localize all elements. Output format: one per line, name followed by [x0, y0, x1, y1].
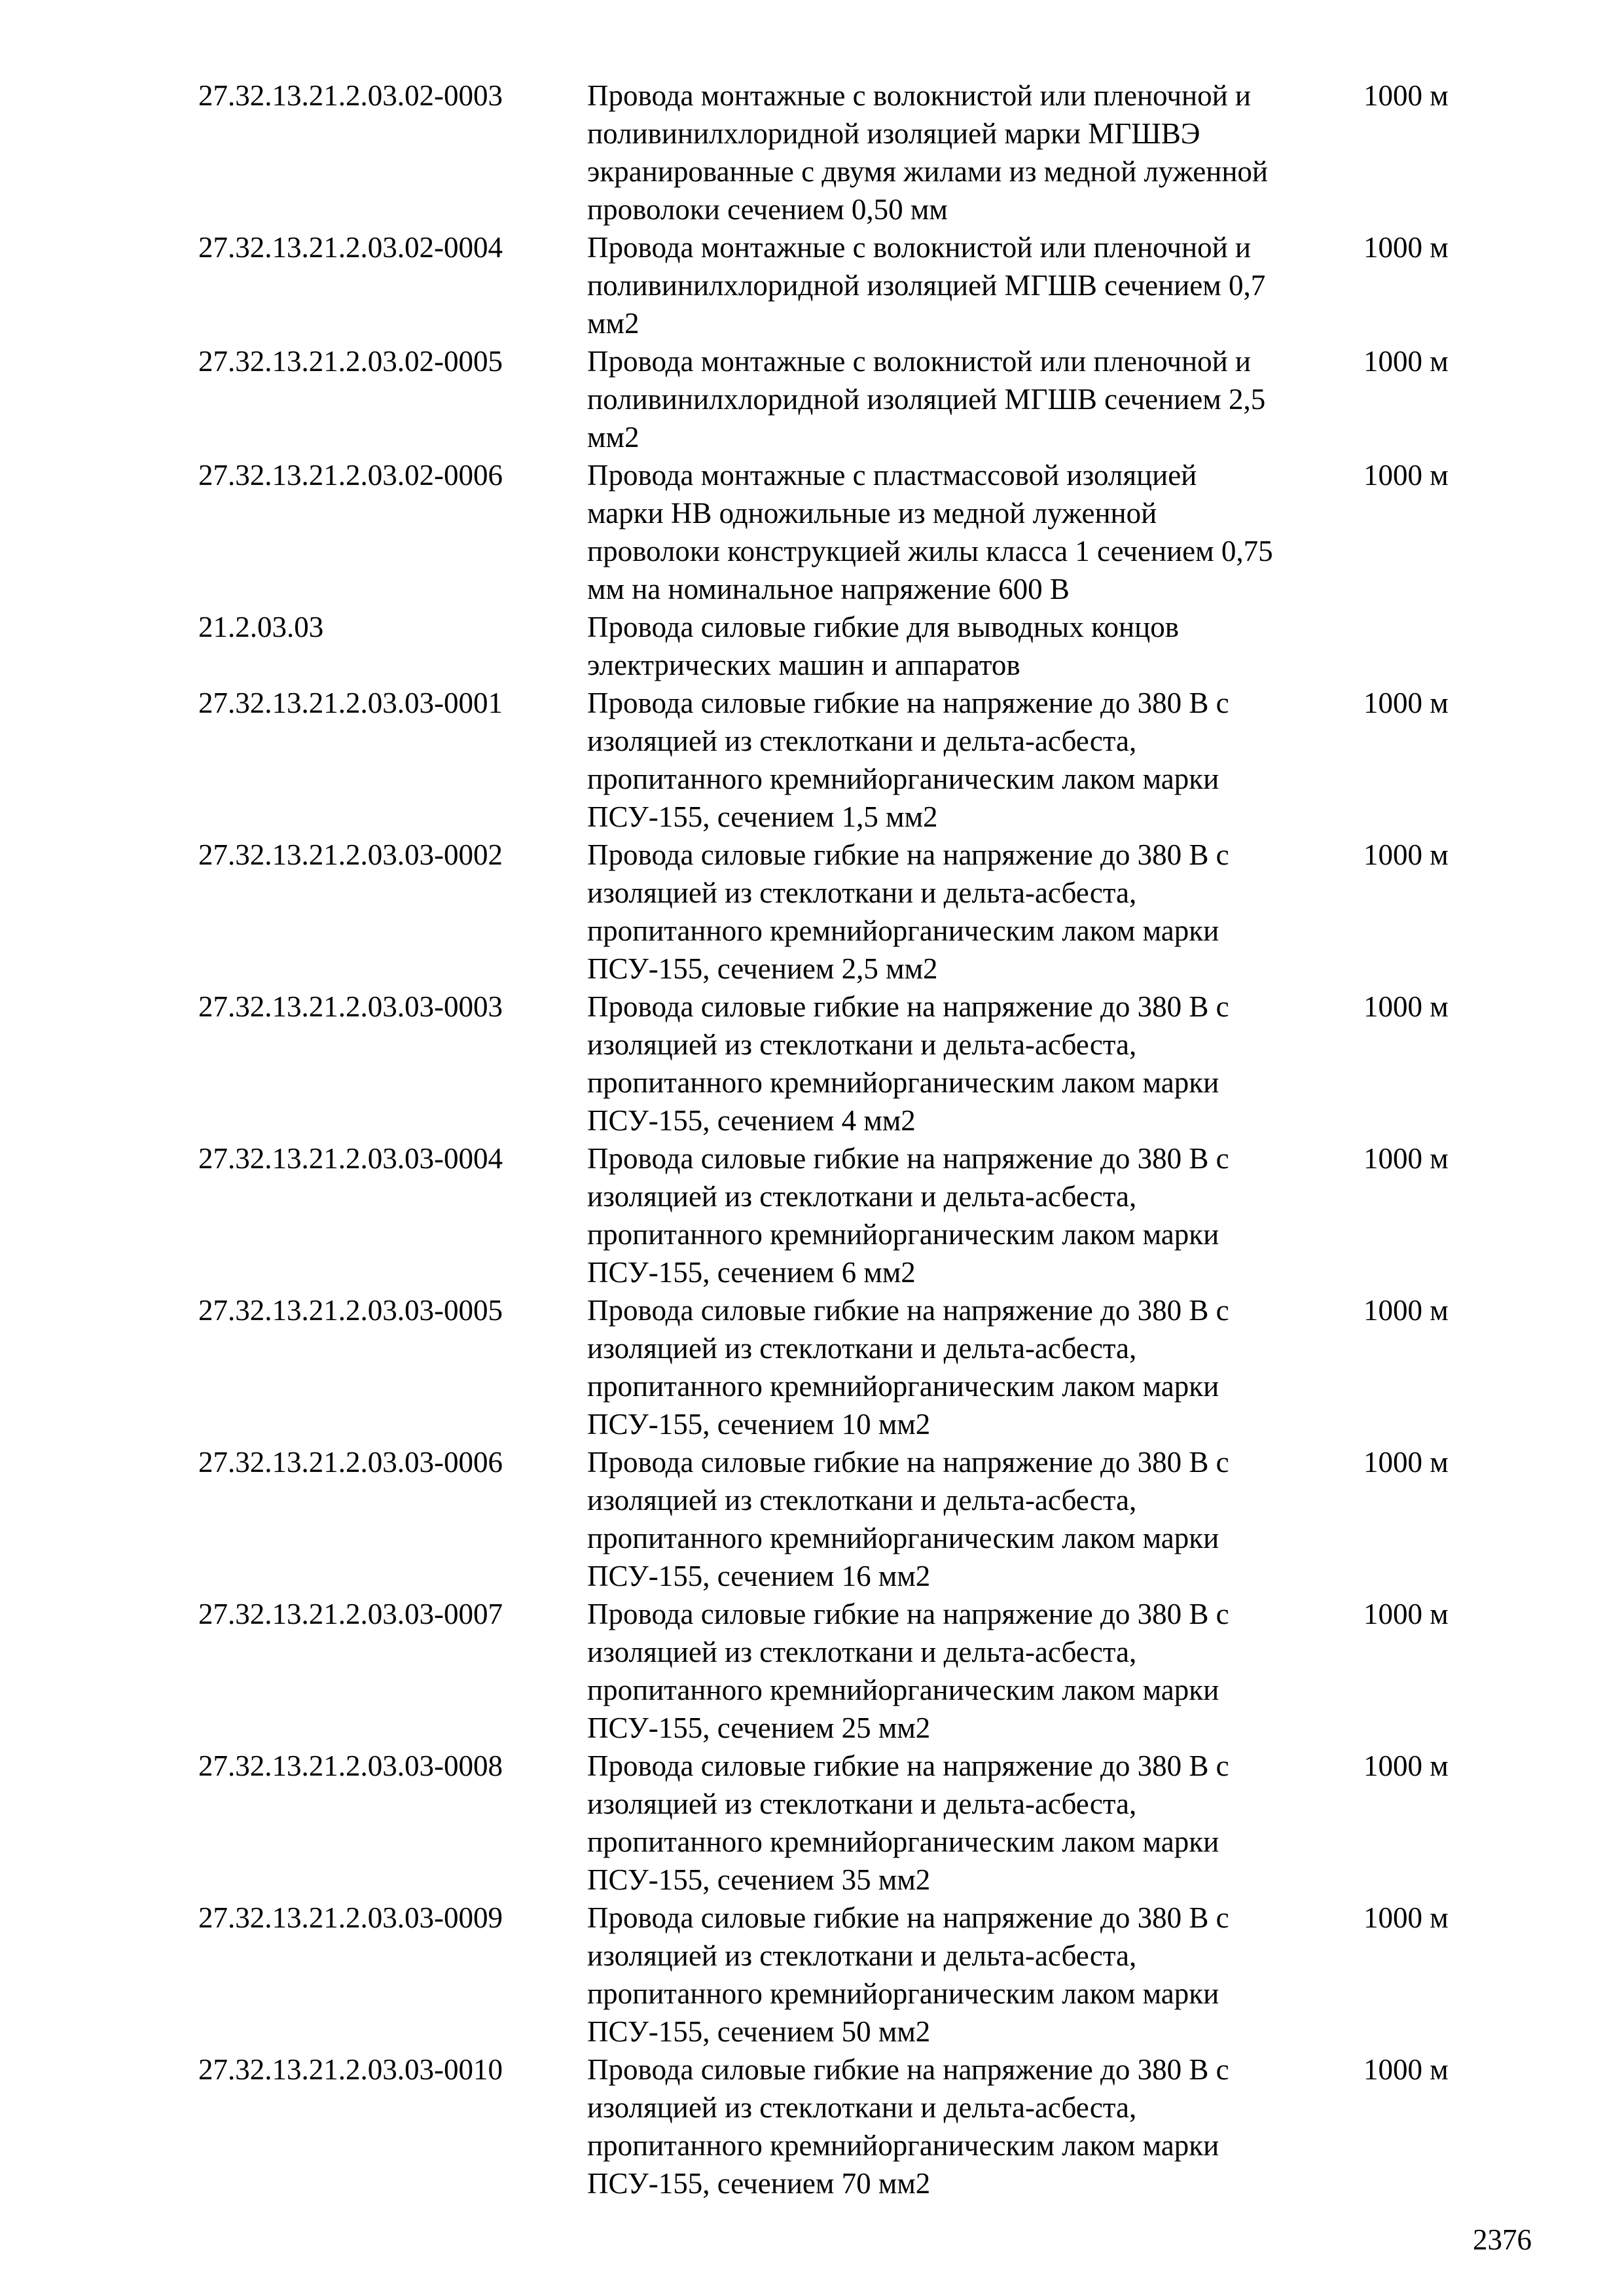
description-line: Провода монтажные с волокнистой или пленочной и — [587, 345, 1251, 378]
table-row — [0, 1595, 1624, 1747]
resource-unit: 1000 м — [1363, 1749, 1449, 1782]
description-line: ПСУ-155, сечением 4 мм2 — [587, 1104, 916, 1137]
description-line: Провода монтажные с пластмассовой изоляцией — [587, 459, 1197, 492]
description-line: изоляцией из стеклоткани и дельта-асбеста, — [587, 1028, 1137, 1061]
description-line: электрических машин и аппаратов — [587, 649, 1020, 681]
description-line: изоляцией из стеклоткани и дельта-асбеста, — [587, 2091, 1137, 2124]
resource-description — [587, 342, 1379, 456]
description-line: изоляцией из стеклоткани и дельта-асбеста, — [587, 1180, 1137, 1213]
description-line: Провода силовые гибкие на напряжение до 380 В с — [587, 838, 1229, 871]
description-line: экранированные с двумя жилами из медной луженной — [587, 155, 1268, 188]
description-line: поливинилхлоридной изоляцией марки МГШВЭ — [587, 117, 1200, 150]
resource-code: 27.32.13.21.2.03.02-0006 — [198, 459, 503, 492]
description-line: Провода силовые гибкие для выводных концов — [587, 611, 1179, 643]
description-line: Провода силовые гибкие на напряжение до 380 В с — [587, 2053, 1229, 2086]
description-line: Провода силовые гибкие на напряжение до 380 В с — [587, 1598, 1229, 1630]
table-group-row — [0, 608, 1624, 684]
resource-unit: 1000 м — [1363, 1598, 1449, 1630]
description-line: поливинилхлоридной изоляцией МГШВ сечением 2,5 — [587, 383, 1266, 416]
description-line: ПСУ-155, сечением 35 мм2 — [587, 1863, 931, 1896]
description-line: изоляцией из стеклоткани и дельта-асбеста, — [587, 876, 1137, 909]
description-line: ПСУ-155, сечением 50 мм2 — [587, 2015, 931, 2048]
resource-description — [587, 1443, 1379, 1595]
resource-code: 27.32.13.21.2.03.03-0010 — [198, 2053, 503, 2086]
description-line: пропитанного кремнийорганическим лаком марки — [587, 1370, 1219, 1403]
description-line: Провода силовые гибкие на напряжение до 380 В с — [587, 1901, 1229, 1934]
description-line: ПСУ-155, сечением 6 мм2 — [587, 1256, 916, 1289]
resource-description — [587, 1595, 1379, 1747]
table-row — [0, 77, 1624, 228]
description-line: ПСУ-155, сечением 2,5 мм2 — [587, 952, 938, 985]
description-line: изоляцией из стеклоткани и дельта-асбеста, — [587, 1636, 1137, 1668]
resource-unit: 1000 м — [1363, 2053, 1449, 2086]
description-line: пропитанного кремнийорганическим лаком марки — [587, 914, 1219, 947]
resource-code: 27.32.13.21.2.03.03-0005 — [198, 1294, 503, 1327]
resource-code: 27.32.13.21.2.03.03-0003 — [198, 990, 503, 1023]
resource-description — [587, 836, 1379, 988]
description-line: поливинилхлоридной изоляцией МГШВ сечением 0,7 — [587, 269, 1266, 302]
resource-unit: 1000 м — [1363, 1294, 1449, 1327]
resource-code: 27.32.13.21.2.03.03-0004 — [198, 1142, 503, 1175]
resource-description — [587, 1139, 1379, 1291]
description-line: ПСУ-155, сечением 10 мм2 — [587, 1408, 931, 1441]
description-line: Провода силовые гибкие на напряжение до 380 В с — [587, 1294, 1229, 1327]
description-line: марки НВ одножильные из медной луженной — [587, 497, 1157, 529]
description-line: ПСУ-155, сечением 25 мм2 — [587, 1712, 931, 1744]
description-line: Провода силовые гибкие на напряжение до 380 В с — [587, 1142, 1229, 1175]
resource-code: 27.32.13.21.2.03.03-0001 — [198, 687, 503, 719]
page-number: 2376 — [1473, 2223, 1532, 2256]
resource-unit: 1000 м — [1363, 1142, 1449, 1175]
resource-unit: 1000 м — [1363, 79, 1449, 112]
resource-description — [587, 988, 1379, 1139]
resource-description — [587, 456, 1379, 608]
resource-description — [587, 77, 1379, 228]
description-line: проволоки сечением 0,50 мм — [587, 193, 948, 226]
resource-code: 27.32.13.21.2.03.03-0009 — [198, 1901, 503, 1934]
resource-code: 27.32.13.21.2.03.03-0007 — [198, 1598, 503, 1630]
description-line: пропитанного кремнийорганическим лаком марки — [587, 2129, 1219, 2162]
description-line: пропитанного кремнийорганическим лаком марки — [587, 762, 1219, 795]
table-row — [0, 684, 1624, 836]
description-line: изоляцией из стеклоткани и дельта-асбеста, — [587, 725, 1137, 757]
description-line: изоляцией из стеклоткани и дельта-асбеста, — [587, 1484, 1137, 1516]
description-line: Провода монтажные с волокнистой или пленочной и — [587, 79, 1251, 112]
table-row — [0, 1291, 1624, 1443]
resource-unit: 1000 м — [1363, 687, 1449, 719]
description-line: Провода силовые гибкие на напряжение до 380 В с — [587, 990, 1229, 1023]
table-row — [0, 836, 1624, 988]
description-line: ПСУ-155, сечением 16 мм2 — [587, 1560, 931, 1592]
resource-description — [587, 2051, 1379, 2202]
resource-unit: 1000 м — [1363, 838, 1449, 871]
description-line: пропитанного кремнийорганическим лаком марки — [587, 1066, 1219, 1099]
resource-description — [587, 1291, 1379, 1443]
table-row — [0, 342, 1624, 456]
resource-unit: 1000 м — [1363, 345, 1449, 378]
resource-unit: 1000 м — [1363, 1901, 1449, 1934]
description-line: пропитанного кремнийорганическим лаком марки — [587, 1522, 1219, 1554]
resource-description — [587, 228, 1379, 342]
table-row — [0, 228, 1624, 342]
description-line: мм на номинальное напряжение 600 В — [587, 573, 1070, 605]
description-line: изоляцией из стеклоткани и дельта-асбеста, — [587, 1332, 1137, 1365]
table-row — [0, 2051, 1624, 2202]
resource-code: 27.32.13.21.2.03.02-0005 — [198, 345, 503, 378]
description-line: пропитанного кремнийорганическим лаком марки — [587, 1977, 1219, 2010]
resource-code: 27.32.13.21.2.03.03-0002 — [198, 838, 503, 871]
description-line: пропитанного кремнийорганическим лаком марки — [587, 1825, 1219, 1858]
resource-unit: 1000 м — [1363, 459, 1449, 492]
group-description — [587, 608, 1379, 684]
table-row — [0, 1899, 1624, 2051]
description-line: мм2 — [587, 307, 640, 340]
resource-description — [587, 684, 1379, 836]
resource-unit: 1000 м — [1363, 990, 1449, 1023]
resource-code: 27.32.13.21.2.03.02-0004 — [198, 231, 503, 264]
description-line: Провода силовые гибкие на напряжение до 380 В с — [587, 1446, 1229, 1479]
resource-code: 27.32.13.21.2.03.02-0003 — [198, 79, 503, 112]
description-line: ПСУ-155, сечением 1,5 мм2 — [587, 800, 938, 833]
table-row — [0, 988, 1624, 1139]
table-row — [0, 1139, 1624, 1291]
resource-description — [587, 1747, 1379, 1899]
table-row — [0, 1443, 1624, 1595]
table-row — [0, 1747, 1624, 1899]
description-line: проволоки конструкцией жилы класса 1 сечением 0,75 — [587, 535, 1273, 567]
resource-unit: 1000 м — [1363, 231, 1449, 264]
description-line: пропитанного кремнийорганическим лаком марки — [587, 1218, 1219, 1251]
description-line: Провода силовые гибкие на напряжение до 380 В с — [587, 687, 1229, 719]
description-line: изоляцией из стеклоткани и дельта-асбеста, — [587, 1787, 1137, 1820]
description-line: изоляцией из стеклоткани и дельта-асбеста, — [587, 1939, 1137, 1972]
description-line: ПСУ-155, сечением 70 мм2 — [587, 2167, 931, 2200]
resource-table — [0, 77, 1624, 2202]
table-row — [0, 456, 1624, 608]
description-line: Провода силовые гибкие на напряжение до 380 В с — [587, 1749, 1229, 1782]
group-code: 21.2.03.03 — [198, 611, 324, 643]
resource-unit: 1000 м — [1363, 1446, 1449, 1479]
description-line: мм2 — [587, 421, 640, 454]
resource-description — [587, 1899, 1379, 2051]
description-line: пропитанного кремнийорганическим лаком марки — [587, 1674, 1219, 1706]
description-line: Провода монтажные с волокнистой или пленочной и — [587, 231, 1251, 264]
resource-code: 27.32.13.21.2.03.03-0006 — [198, 1446, 503, 1479]
resource-code: 27.32.13.21.2.03.03-0008 — [198, 1749, 503, 1782]
